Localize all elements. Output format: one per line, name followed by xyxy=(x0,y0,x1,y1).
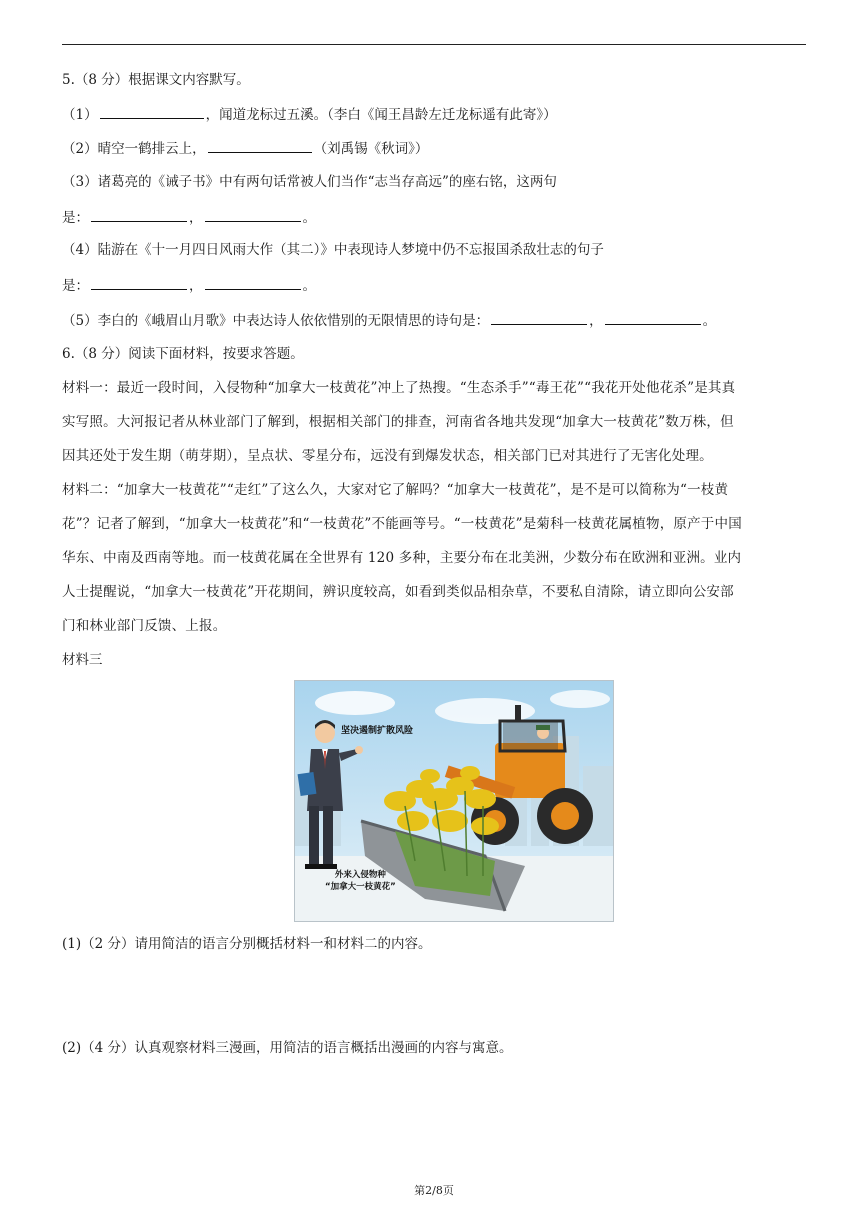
answer-prefix: 是： xyxy=(62,210,89,226)
page-number: 第2/8页 xyxy=(414,1184,454,1197)
q6-sub-question-1: (1)（2 分）请用简洁的语言分别概括材料一和材料二的内容。 xyxy=(62,936,432,952)
q5-item-5 xyxy=(62,310,716,331)
answer-blank[interactable] xyxy=(205,275,301,290)
q5-item-4-answer xyxy=(62,275,316,296)
comma: ， xyxy=(189,278,203,294)
material-3-label: 材料三 xyxy=(62,652,103,668)
answer-blank[interactable] xyxy=(91,275,187,290)
q5-header: 5.（8 分）根据课文内容默写。 xyxy=(62,72,250,88)
material-2-line: 材料二：“加拿大一枝黄花”“走红”了这么久，大家对它了解吗？“加拿大一枝黄花”，是不是可以简称为“一枝黄 xyxy=(62,482,729,498)
answer-blank[interactable] xyxy=(605,310,701,325)
cartoon-caption-bottom xyxy=(325,869,396,893)
material-2-line: 门和林业部门反馈、上报。 xyxy=(62,618,227,634)
q5-item-1-text: ，闻道龙标过五溪。（李白《闻王昌龄左迁龙标遥有此寄》） xyxy=(205,107,557,123)
answer-blank[interactable] xyxy=(100,104,204,119)
material-2-line: 华东、中南及西南等地。而一枝黄花属在全世界有 120 多种，主要分布在北美洲，少数分布在欧洲和亚洲。业内 xyxy=(62,550,742,566)
material-1-line: 材料一：最近一段时间，入侵物种“加拿大一枝黄花”冲上了热搜。“生态杀手”“毒王花”“我花开处他花杀”是其真 xyxy=(62,380,736,396)
q6-sub-question-2: (2)（4 分）认真观察材料三漫画，用简洁的语言概括出漫画的内容与寓意。 xyxy=(62,1040,513,1056)
answer-blank[interactable] xyxy=(491,310,587,325)
comma: ， xyxy=(189,210,203,226)
answer-blank[interactable] xyxy=(208,138,312,153)
q5-item-1-prefix: （1） xyxy=(62,107,98,123)
material-1-line: 实写照。大河报记者从林业部门了解到，根据相关部门的排查，河南省各地共发现“加拿大一枝黄花”数万株，但 xyxy=(62,414,734,430)
answer-blank[interactable] xyxy=(205,207,301,222)
q5-item-3-answer xyxy=(62,207,316,228)
material-2-line: 人士提醒说，“加拿大一枝黄花”开花期间，辨识度较高，如看到类似品相杂草，不要私自清除，请立即向公安部 xyxy=(62,584,734,600)
q5-item-4: （4）陆游在《十一月四日风雨大作（其二）》中表现诗人梦境中仍不忘报国杀敌壮志的句子 xyxy=(62,242,604,258)
q6-header: 6.（8 分）阅读下面材料，按要求答题。 xyxy=(62,346,304,362)
q5-item-3: （3）诸葛亮的《诫子书》中有两句话常被人们当作“志当存高远”的座右铭，这两句 xyxy=(62,174,557,190)
q5-item-5-text: （5）李白的《峨眉山月歌》中表达诗人依依惜别的无限情思的诗句是： xyxy=(62,313,490,329)
q5-item-1 xyxy=(62,104,557,125)
period: 。 xyxy=(302,210,316,226)
cartoon-caption-top: 坚决遏制扩散风险 xyxy=(341,726,414,736)
answer-blank[interactable] xyxy=(91,207,187,222)
cartoon-caption-bottom-line1: 外来入侵物种 xyxy=(334,870,386,880)
q5-item-2-prefix: （2）晴空一鹤排云上， xyxy=(62,141,206,157)
q5-item-2 xyxy=(62,138,428,159)
comma: ， xyxy=(589,313,603,329)
period: 。 xyxy=(302,278,316,294)
cartoon-illustration xyxy=(294,680,614,922)
period: 。 xyxy=(702,313,717,329)
answer-prefix: 是： xyxy=(62,278,89,294)
cartoon-caption-bottom-line2: “加拿大一枝黄花” xyxy=(325,882,396,892)
material-1-line: 因其还处于发生期（萌芽期），呈点状、零星分布，远没有到爆发状态，相关部门已对其进行了无害化处理。 xyxy=(62,448,713,464)
material-2-line: 花”？记者了解到，“加拿大一枝黄花”和“一枝黄花”不能画等号。“一枝黄花”是菊科一枝黄花属植物，原产于中国 xyxy=(62,516,742,532)
q5-item-2-text: （刘禹锡《秋词》） xyxy=(313,141,429,157)
header-rule xyxy=(62,44,806,45)
